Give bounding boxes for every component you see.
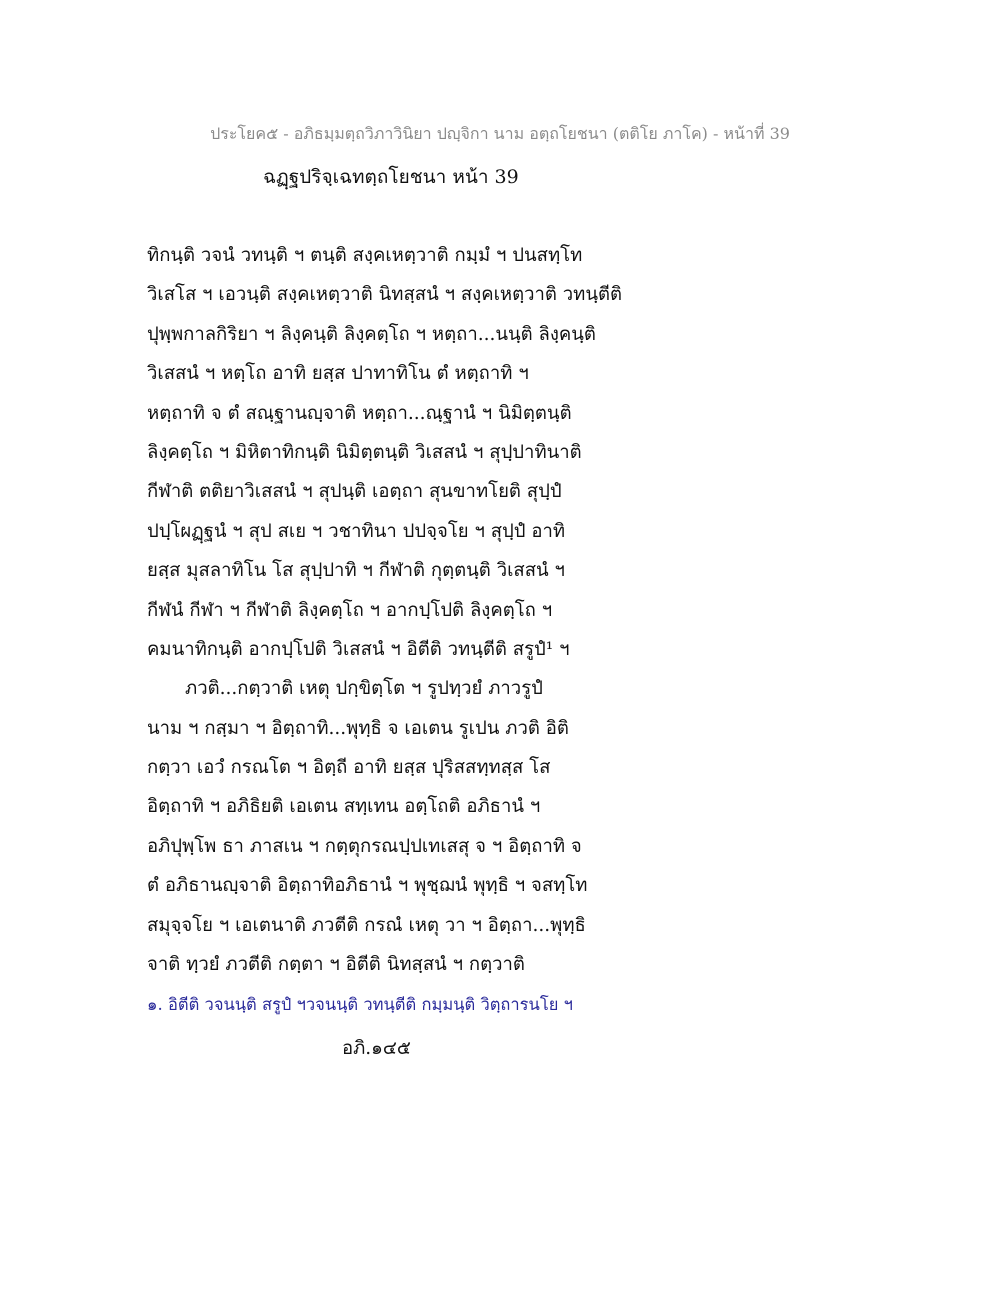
text-line: จาติ ทฺวยํ ภวตีติ กตฺตา ฯ อิตีติ นิทสฺสนํ ฯ กตฺวาติ bbox=[147, 954, 525, 976]
text-line: กีฬนํ กีฬา ฯ กีฬาติ ลิงฺคตฺโถ ฯ อากปฺโปติ ลิงฺคตฺโถ ฯ bbox=[147, 599, 553, 621]
text-line: นาม ฯ กสฺมา ฯ อิตฺถาทิ...พุทฺธิ จ เอเตน รูเปน ภวติ อิติ bbox=[147, 717, 569, 739]
footnote: ๑. อิตีติ วจนนฺติ สรูปํ ฯวจนนฺติ วทนฺตีติ กมฺมนฺติ วิตฺถารนโย ฯ bbox=[147, 995, 573, 1014]
text-line: สมุจฺจโย ฯ เอเตนาติ ภวตีติ กรณํ เหตุ วา ฯ อิตฺถา...พุทฺธิ bbox=[147, 914, 586, 936]
running-header: ประโยค๕ - อภิธมฺมตฺถวิภาวินิยา ปญฺจิกา นาม อตฺถโยชนา (ตติโย ภาโค) - หน้าที่ 39 bbox=[210, 124, 790, 143]
text-line: อภิปุพฺโพ ธา ภาสเน ฯ กตฺตุกรณปฺปเทเสสุ จ ฯ อิตฺถาทิ จ bbox=[147, 835, 582, 857]
text-line: กตฺวา เอวํ กรณโต ฯ อิตฺถี อาทิ ยสฺส ปุริสสทฺทสฺส โส bbox=[147, 757, 551, 779]
section-heading: ฉฏฺฐปริจฺเฉทตฺถโยชนา หน้า 39 bbox=[263, 166, 519, 188]
body-text bbox=[147, 236, 867, 984]
text-line: ปปฺโผฏฺฐนํ ฯ สุป สเย ฯ วชาทินา ปปจฺจโย ฯ สุปฺปํ อาทิ bbox=[147, 520, 566, 542]
paragraph-start-line: ภวติ...กตฺวาติ เหตุ ปกฺขิตฺโต ฯ รูปทฺวยํ ภาวรูปํ bbox=[185, 678, 543, 700]
text-line: กีฬาติ ตติยาวิเสสนํ ฯ สุปนฺติ เอตฺถา สุนขาทโยติ สุปฺปํ bbox=[147, 481, 562, 503]
text-line: คมนาทิกนฺติ อากปฺโปติ วิเสสนํ ฯ อิตีติ วทนฺตีติ สรูปํ¹ ฯ bbox=[147, 638, 570, 660]
text-line: วิเสโส ฯ เอวนฺติ สงฺคเหตฺวาติ นิทสฺสนํ ฯ สงฺคเหตฺวาติ วทนฺตีติ bbox=[147, 284, 623, 306]
text-line: ตํ อภิธานญฺจาติ อิตฺถาทิอภิธานํ ฯ พุชฺฌนํ พุทฺธิ ฯ จสทฺโท bbox=[147, 875, 588, 897]
text-line: หตฺถาทิ จ ตํ สณฺฐานญฺจาติ หตฺถา...ณฺฐานํ ฯ นิมิตฺตนฺติ bbox=[147, 402, 572, 424]
text-line: ปุพฺพกาลกิริยา ฯ ลิงฺคนฺติ ลิงฺคตฺโถ ฯ หตฺถา...นนฺติ ลิงฺคนฺติ bbox=[147, 323, 596, 345]
text-line: อิตฺถาทิ ฯ อภิธิยติ เอเตน สทฺเทน อตฺโถติ อภิธานํ ฯ bbox=[147, 796, 541, 818]
text-line: ลิงฺคตฺโถ ฯ มิหิตาทิกนฺติ นิมิตฺตนฺติ วิเสสนํ ฯ สุปฺปาทินาติ bbox=[147, 441, 582, 463]
text-line: ทิกนฺติ วจนํ วทนฺติ ฯ ตนฺติ สงฺคเหตฺวาติ กมฺมํ ฯ ปนสทฺโท bbox=[147, 245, 583, 266]
page-reference: อภิ.๑๔๕ bbox=[342, 1038, 411, 1059]
text-line: ยสฺส มุสลาทิโน โส สุปฺปาทิ ฯ กีฬาติ กุตฺตนฺติ วิเสสนํ ฯ bbox=[147, 560, 565, 582]
text-line: วิเสสนํ ฯ หตฺโถ อาทิ ยสฺส ปาทาทิโน ตํ หตฺถาทิ ฯ bbox=[147, 363, 529, 385]
